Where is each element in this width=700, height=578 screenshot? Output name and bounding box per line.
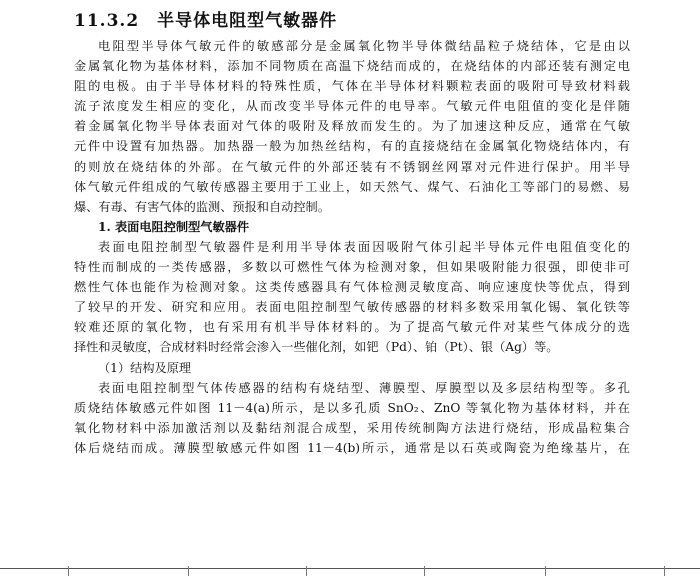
text-line: 表面电阻控制型气体传感器的结构有烧结型、薄膜型、厚膜型以及多层结构型等。多孔: [98, 380, 630, 395]
text-line: 体后烧结而成。薄膜型敏感元件如图 11－4(b)所示，通常是以石英或陶瓷为绝缘基片，在: [74, 440, 630, 455]
text-line: 着金属氧化物半导体表面对气体的吸附及释放而发生的。为了加速这种反应，通常在气敏: [74, 119, 630, 134]
text-line: 阻的电极。由于半导体材料的特殊性质，气体在半导体材料颗粒表面的吸附可导致材料载: [74, 79, 630, 94]
text-line: 择性和灵敏度，合成材料时经常会渗入一些催化剂，如钯（Pd）、铂（Pt）、银（Ag）等。: [74, 340, 559, 355]
text-line: 爆、有毒、有害气体的监测、预报和自动控制。: [74, 199, 330, 214]
text-line: 金属氧化物为基体材料，添加不同物质在高温下烧结而成的，在烧结体的内部还装有测定电: [74, 59, 630, 74]
section-heading: [74, 6, 337, 31]
page-bottom-rule: [0, 568, 700, 569]
subsection-heading: 1. 表面电阻控制型气敏器件: [98, 219, 250, 234]
text-line: 质烧结体敏感元件如图 11－4(a)所示，是以多孔质 SnO₂、ZnO 等氧化物为基体材料，并在: [74, 400, 630, 415]
text-line: 较难还原的氧化物，也有采用有机半导体材料的。为了提高气敏元件对某些气体成分的选: [74, 320, 630, 335]
text-line: 体气敏元件组成的气敏传感器主要用于工业上，如天然气、煤气、石油化工等部门的易燃、易: [74, 179, 630, 194]
text-line: 燃性气体也能作为检测对象。这类传感器具有气体检测灵敏度高、响应速度快等优点，得到: [74, 280, 630, 295]
text-line: 氧化物材料中添加激活剂以及黏结剂混合成型，采用传统制陶方法进行烧结，形成晶粒集合: [74, 420, 630, 435]
text-line: 电阻型半导体气敏元件的敏感部分是金属氧化物半导体微结晶粒子烧结体，它是由以: [98, 39, 630, 53]
text-line: 的则放在烧结体的外部。在气敏元件的外部还装有不锈钢丝网罩对元件进行保护。用半导: [74, 159, 630, 174]
text-line: 了较早的开发、研究和应用。表面电阻控制型气敏传感器的材料多数采用氧化锡、氧化铁等: [74, 300, 630, 315]
text-line: 流子浓度发生相应的变化，从而改变半导体元件的电导率。气敏元件电阻值的变化是伴随: [74, 99, 630, 114]
text-line: （1）结构及原理: [98, 360, 192, 375]
text-line: 特性而制成的一类传感器，多数以可燃性气体为检测对象，但如果吸附能力很强，即使非可: [74, 260, 630, 275]
body-text: [74, 36, 630, 458]
section-title: 半导体电阻型气敏器件: [157, 11, 338, 31]
section-number: 11.3.2: [74, 11, 140, 31]
text-line: 表面电阻控制型气敏器件是利用半导体表面因吸附气体引起半导体元件电阻值变化的: [98, 239, 630, 254]
text-line: 元件中设置有加热器。加热器一般为加热丝结构，有的直接烧结在金属氧化物烧结体内，有: [74, 139, 630, 154]
